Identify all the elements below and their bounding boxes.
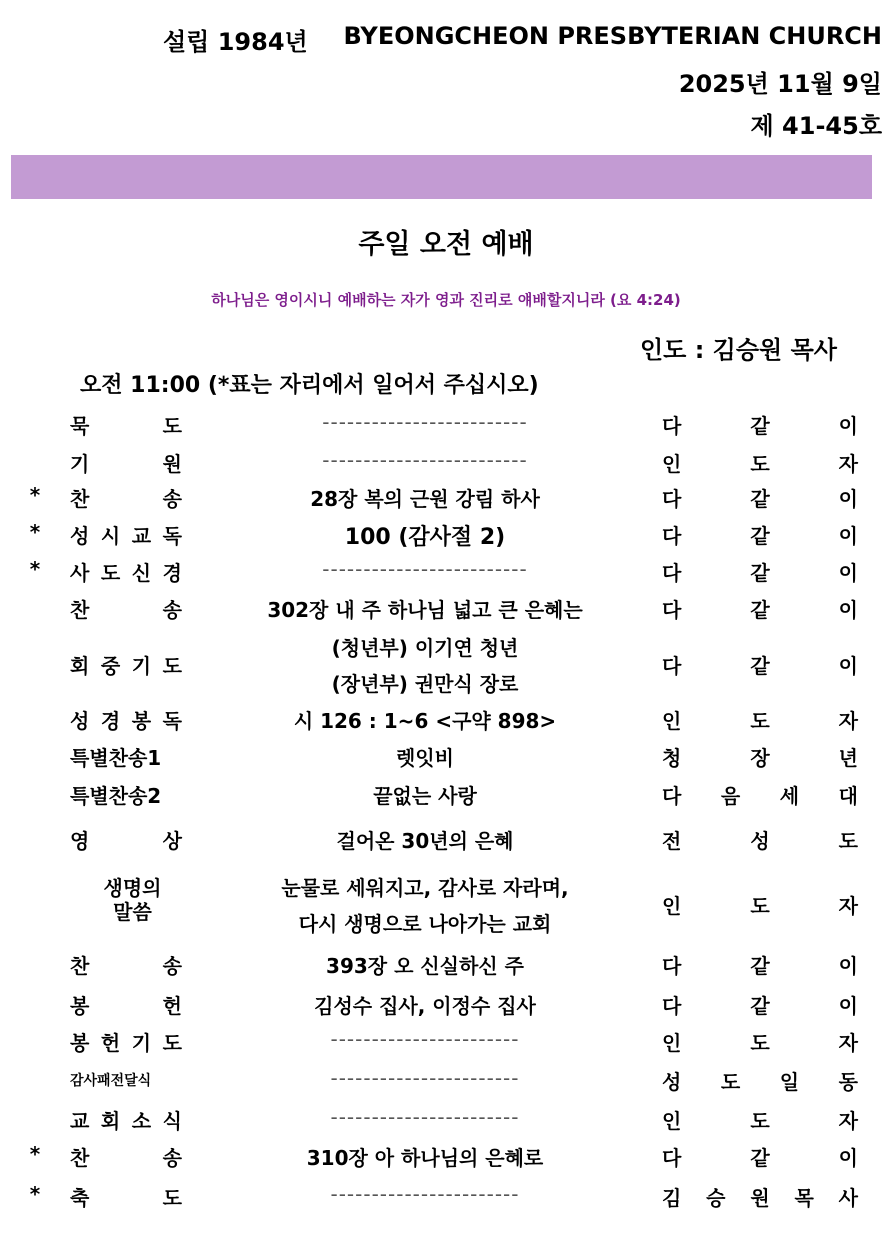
order-label-text: 감사패전달식 [70,1073,152,1089]
order-row [0,990,892,1026]
order-label-char: 도 [100,561,121,585]
order-label-char: 기 [70,452,90,476]
order-participant-char: 도 [838,829,858,853]
order-participant [662,650,858,679]
order-participant-char: 이 [838,598,858,622]
order-label [70,1070,182,1090]
order-participant-char: 년 [838,746,858,770]
order-content: ----------------------- [330,1182,520,1206]
order-label-char: 봉 [70,1031,90,1055]
order-content: 310장 아 하나님의 은혜로 [306,1146,544,1170]
order-content-line2: 다시 생명으로 나아가는 교회 [298,912,552,936]
order-label [70,1105,182,1134]
order-label-char: 찬 [70,598,90,622]
order-label-char: 사 [70,561,90,585]
order-label-line: 말씀 [113,900,152,924]
order-label-char: 찬 [70,487,90,511]
order-label [70,825,182,854]
bulletin-date: 2025년 11월 9일 [678,70,882,98]
order-participant-char: 자 [838,452,858,476]
order-label-char: 회 [70,654,90,678]
order-content: 렛잇비 [396,746,454,770]
order-participant-char: 이 [838,561,858,585]
order-label [70,705,182,734]
order-participant-char: 동 [838,1070,858,1094]
order-label-char: 중 [100,654,121,678]
order-participant-char: 장 [750,746,770,770]
order-label-char: 시 [100,524,121,548]
order-label-char: 찬 [70,954,90,978]
order-label-text: 특별찬송2 [70,784,162,808]
standing-star: * [29,1142,41,1166]
order-label [70,1027,182,1056]
order-label-char: 성 [70,524,90,548]
order-label [70,780,182,809]
order-row [0,557,892,593]
order-participant [662,520,858,549]
order-participant-char: 도 [720,1070,741,1094]
order-label [70,410,182,439]
order-label-char: 헌 [162,994,182,1018]
order-label [70,557,182,586]
order-participant [662,890,858,919]
order-participant [662,990,858,1019]
standing-star: * [29,520,41,544]
order-label [70,990,182,1019]
order-participant-char: 도 [750,894,770,918]
order-row [0,780,892,816]
standing-star: * [29,557,41,581]
order-participant-char: 같 [750,561,770,585]
order-label-char: 도 [162,654,182,678]
order-participant-char: 인 [662,1031,682,1055]
scripture-verse: 하나님은 영이시니 예배하는 자가 영과 진리로 얘배할지니라 (요 4:24) [211,291,681,309]
order-participant-char: 이 [838,487,858,511]
order-row [0,1182,892,1218]
order-participant-char: 인 [662,709,682,733]
order-content: ------------------------- [322,448,528,472]
order-label-char: 상 [162,829,182,853]
order-content: 걸어온 30년의 은혜 [336,829,514,853]
order-label [70,1142,182,1171]
order-row [0,483,892,519]
order-label-char: 봉 [131,709,152,733]
order-label-char: 찬 [70,1146,90,1170]
order-label-char: 경 [162,561,182,585]
order-row [0,632,892,704]
order-label-char: 식 [162,1109,182,1133]
order-label-char: 송 [162,598,182,622]
order-participant-char: 다 [662,524,682,548]
order-content: 100 (감사절 2) [344,525,506,550]
order-participant-char: 같 [750,487,770,511]
order-participant-char: 다 [662,414,682,438]
order-participant-char: 음 [720,784,741,808]
order-label-char: 교 [131,524,152,548]
order-participant-char: 일 [779,1070,800,1094]
order-participant-char: 원 [750,1186,770,1210]
church-name: BYEONGCHEON PRESBYTERIAN CHURCH [343,22,882,50]
order-participant-char: 사 [838,1186,858,1210]
order-participant [662,557,858,586]
order-label-text: 특별찬송1 [70,746,162,770]
order-participant [662,410,858,439]
order-participant-char: 같 [750,654,770,678]
order-participant-char: 이 [838,524,858,548]
order-participant-char: 다 [662,954,682,978]
order-participant-char: 청 [662,746,682,770]
order-participant [662,594,858,623]
order-label-char: 회 [100,1109,121,1133]
order-label-char: 원 [162,452,182,476]
order-label [70,742,182,771]
order-participant-char: 같 [750,524,770,548]
order-participant [662,705,858,734]
order-participant-char: 전 [662,829,682,853]
accent-bar [11,155,872,199]
order-participant-char: 같 [750,994,770,1018]
order-participant-char: 이 [838,954,858,978]
order-participant-char: 이 [838,1146,858,1170]
order-content: 393장 오 신실하신 주 [326,954,524,978]
order-participant-char: 자 [838,894,858,918]
order-row [0,742,892,778]
order-label [70,650,182,679]
order-participant-char: 도 [750,1109,770,1133]
order-content: ------------------------- [322,410,528,434]
order-label-char: 경 [100,709,121,733]
order-participant-char: 성 [662,1070,682,1094]
order-participant-char: 대 [838,784,858,808]
order-participant-char: 다 [662,487,682,511]
order-participant-char: 다 [662,784,682,808]
order-participant-char: 인 [662,452,682,476]
order-row [0,950,892,986]
order-label-char: 소 [131,1109,152,1133]
order-content: ----------------------- [330,1066,520,1090]
order-participant-char: 승 [706,1186,726,1210]
order-participant-char: 세 [779,784,800,808]
order-content-line2: (장년부) 권만식 장로 [331,672,519,696]
order-participant-char: 이 [838,994,858,1018]
order-row [0,448,892,484]
order-label-char: 독 [162,709,182,733]
order-content: 끝없는 사랑 [373,784,477,808]
order-label [70,1182,182,1211]
order-participant-char: 인 [662,894,682,918]
order-label-char: 송 [162,1146,182,1170]
order-participant [662,950,858,979]
order-label [70,483,182,512]
order-label-char: 성 [70,709,90,733]
order-participant-char: 이 [838,654,858,678]
founded-year: 설립 1984년 [163,28,308,56]
order-content: 302장 내 주 하나님 넓고 큰 은혜는 [267,598,583,622]
order-participant-char: 인 [662,1109,682,1133]
order-content: 시 126 : 1~6 <구약 898> [293,709,557,733]
order-participant-char: 도 [750,452,770,476]
order-row [0,705,892,741]
order-participant-char: 다 [662,561,682,585]
order-label-char: 영 [70,829,90,853]
standing-star: * [29,1182,41,1206]
order-participant-char: 같 [750,598,770,622]
order-label-char: 기 [131,1031,152,1055]
service-leader: 인도 : 김승원 목사 [640,336,837,364]
order-participant [662,448,858,477]
order-label-char: 송 [162,954,182,978]
order-label-char: 기 [131,654,152,678]
order-label-char: 교 [70,1109,90,1133]
order-participant-char: 성 [750,829,770,853]
order-content: 28장 복의 근원 강림 하사 [310,487,540,511]
order-participant [662,825,858,854]
order-row [0,1027,892,1063]
order-participant-char: 자 [838,709,858,733]
order-participant-char: 도 [750,709,770,733]
order-label-char: 도 [162,414,182,438]
order-row [0,825,892,861]
order-row [0,1066,892,1102]
order-label [70,520,182,549]
order-participant [662,742,858,771]
order-label [70,448,182,477]
order-row [0,1142,892,1178]
order-content: (청년부) 이기연 청년 [331,636,519,660]
service-time-note: 오전 11:00 (*표는 자리에서 일어서 주십시오) [80,373,539,398]
order-participant-char: 김 [662,1186,682,1210]
order-participant-char: 다 [662,1146,682,1170]
order-row [0,410,892,446]
order-participant-char: 도 [750,1031,770,1055]
order-label-line: 생명의 [103,876,162,900]
order-participant [662,1182,858,1211]
order-label-char: 송 [162,487,182,511]
order-participant-char: 자 [838,1109,858,1133]
order-content: ----------------------- [330,1105,520,1129]
order-label [70,950,182,979]
order-participant [662,1105,858,1134]
order-participant [662,1066,858,1095]
order-participant [662,483,858,512]
order-participant-char: 같 [750,1146,770,1170]
order-participant-char: 다 [662,598,682,622]
order-label-char: 독 [162,524,182,548]
order-participant [662,1027,858,1056]
order-label [70,876,195,924]
order-row [0,872,892,944]
order-row [0,594,892,630]
order-participant-char: 같 [750,954,770,978]
order-participant-char: 목 [794,1186,814,1210]
order-label-char: 신 [131,561,152,585]
order-row [0,520,892,556]
service-title: 주일 오전 예배 [358,229,534,260]
order-label-char: 봉 [70,994,90,1018]
order-participant-char: 자 [838,1031,858,1055]
order-participant-char: 이 [838,414,858,438]
order-content: 눈물로 세워지고, 감사로 자라며, [281,876,569,900]
order-label-char: 도 [162,1031,182,1055]
order-participant-char: 다 [662,654,682,678]
order-content: ----------------------- [330,1027,520,1051]
order-participant-char: 같 [750,414,770,438]
order-participant [662,1142,858,1171]
order-content: 김성수 집사, 이정수 집사 [314,994,536,1018]
order-label-char: 도 [162,1186,182,1210]
standing-star: * [29,483,41,507]
issue-number: 제 41-45호 [750,112,882,140]
order-participant [662,780,858,809]
order-label-char: 헌 [100,1031,121,1055]
order-label-char: 묵 [70,414,90,438]
order-participant-char: 다 [662,994,682,1018]
order-label-char: 축 [70,1186,90,1210]
order-content: ------------------------- [322,557,528,581]
order-label [70,594,182,623]
order-row [0,1105,892,1141]
